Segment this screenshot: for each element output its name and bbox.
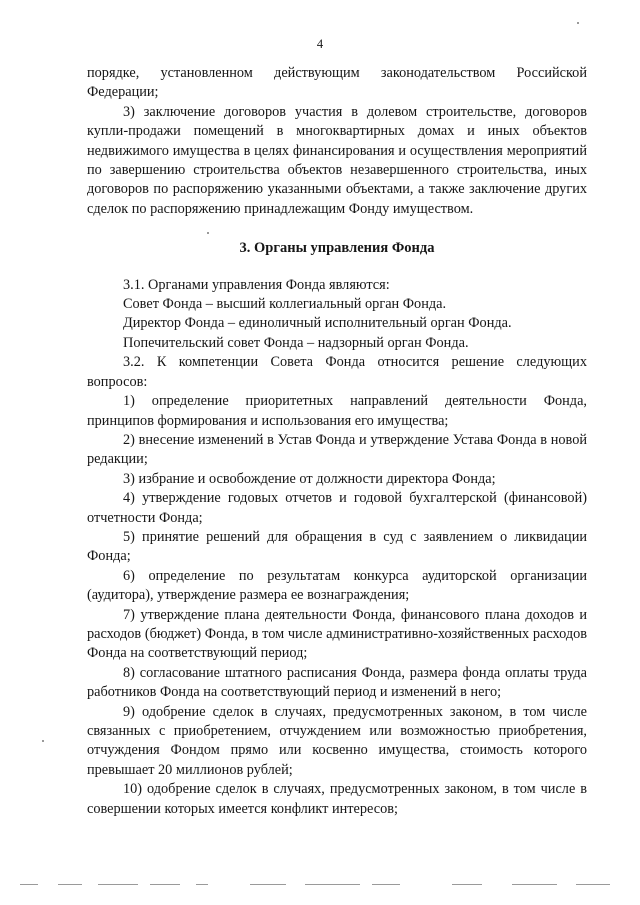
paragraph-3-1: 3.1. Органами управления Фонда являются: bbox=[123, 276, 390, 293]
document-body bbox=[87, 64, 587, 819]
list-item-10: 10) одобрение сделок в случаях, предусмотренных законом, в том числе в совершении которых имеется конфликт интересов; bbox=[87, 781, 587, 817]
page-number: 4 bbox=[316, 37, 324, 51]
list-item-3: 3) избрание и освобождение от должности директора Фонда; bbox=[123, 470, 496, 487]
scan-speck bbox=[207, 232, 209, 234]
list-item-7: 7) утверждение плана деятельности Фонда, финансового плана доходов и расходов (бюджет) Фонда, в том числе административно-хозяйственных расходов Фонда на соответствующий период; bbox=[87, 606, 587, 662]
paragraph-item-3: 3) заключение договоров участия в долевом строительстве, договоров купли-продажи помещений в многоквартирных домах и иных объектов недвижимого имущества в целях финансирования и осуществления мероприятий по завершению строительства объектов незавершенного строительства, иных договоров по распоряжению указанными объектами, а также заключение других сделок по распоряжению принадлежащим Фонду имуществом. bbox=[87, 103, 587, 217]
scan-speck bbox=[42, 740, 44, 742]
list-item-5: 5) принятие решений для обращения в суд с заявлением о ликвидации Фонда; bbox=[87, 528, 587, 565]
paragraph-continuation: порядке, установленном действующим законодательством Российской Федерации; bbox=[87, 65, 587, 101]
list-item-2: 2) внесение изменений в Устав Фонда и утверждение Устава Фонда в новой редакции; bbox=[87, 431, 587, 468]
scan-edge-noise bbox=[0, 884, 640, 887]
list-item-1: 1) определение приоритетных направлений деятельности Фонда, принципов формирования и использования его имущества; bbox=[87, 393, 587, 429]
list-item-4: 4) утверждение годовых отчетов и годовой бухгалтерской (финансовой) отчетности Фонда; bbox=[87, 490, 587, 526]
section-heading: 3. Органы управления Фонда bbox=[239, 240, 435, 257]
paragraph-director: Директор Фонда – единоличный исполнительный орган Фонда. bbox=[123, 315, 512, 332]
list-item-6: 6) определение по результатам конкурса аудиторской организации (аудитора), утверждение размера ее вознаграждения; bbox=[87, 567, 587, 604]
paragraph-council: Совет Фонда – высший коллегиальный орган Фонда. bbox=[123, 296, 447, 313]
scan-speck bbox=[577, 22, 579, 24]
paragraph-board: Попечительский совет Фонда – надзорный орган Фонда. bbox=[123, 334, 469, 351]
list-item-9: 9) одобрение сделок в случаях, предусмотренных законом, в том числе связанных с приобретением, отчуждением или возможностью приобретения, отчуждения Фондом прямо или косвенно имущества, стоимость которого превышает 20 миллионов рублей; bbox=[87, 703, 587, 778]
list-item-8: 8) согласование штатного расписания Фонда, размера фонда оплаты труда работников Фонда на соответствующий период и изменений в него; bbox=[87, 664, 587, 701]
paragraph-3-2: 3.2. К компетенции Совета Фонда относится решение следующих вопросов: bbox=[87, 354, 587, 390]
